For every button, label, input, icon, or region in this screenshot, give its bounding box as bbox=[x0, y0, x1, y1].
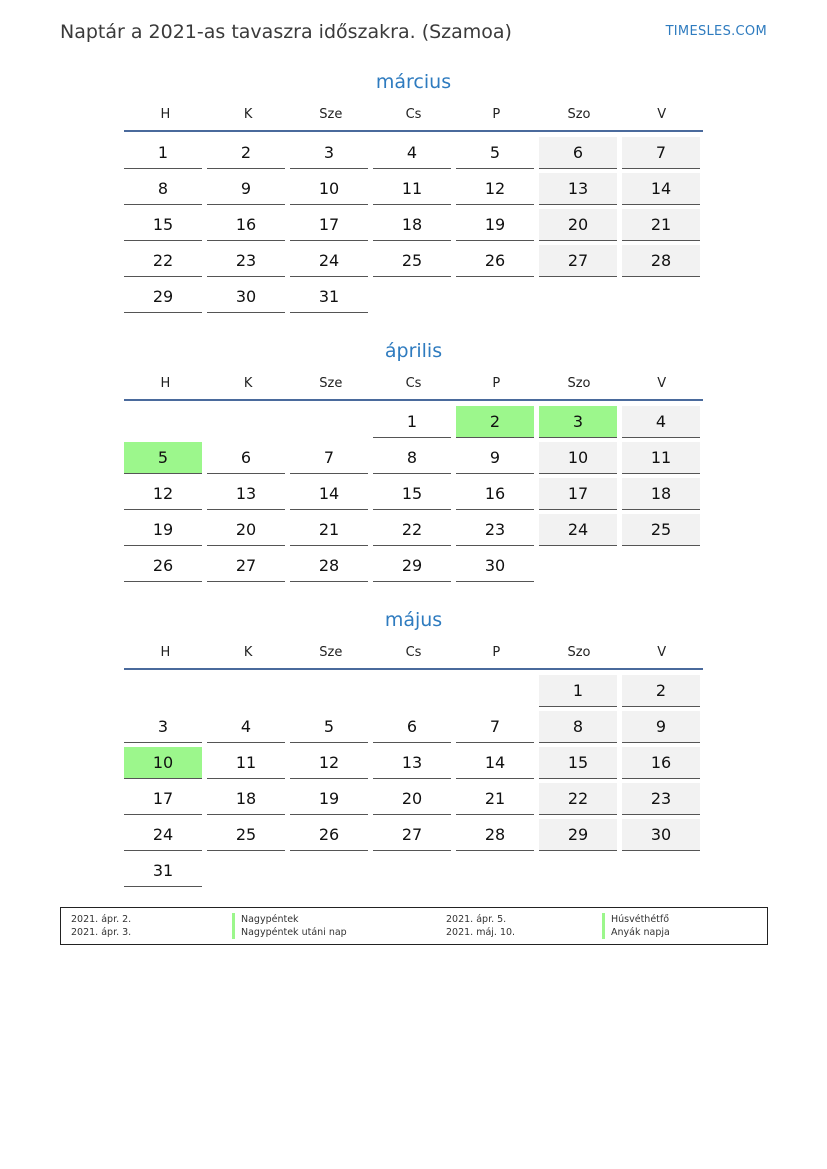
legend-date: 2021. máj. 10. bbox=[446, 927, 516, 938]
page-title: Naptár a 2021-as tavaszra időszakra. (Szamoa) bbox=[60, 21, 512, 43]
empty-day bbox=[539, 550, 617, 581]
weekday-header bbox=[124, 375, 703, 401]
legend-label: Nagypéntek utáni nap bbox=[232, 926, 347, 939]
day-cell: 31 bbox=[290, 281, 368, 313]
day-grid bbox=[124, 136, 703, 316]
weekday-label: Szo bbox=[567, 645, 591, 660]
day-cell: 23 bbox=[456, 514, 534, 546]
legend-label: Húsvéthétfő bbox=[602, 913, 669, 926]
week-row bbox=[124, 405, 703, 441]
weekday-label: H bbox=[160, 107, 171, 122]
day-cell: 19 bbox=[456, 209, 534, 241]
day-cell: 2 bbox=[207, 137, 285, 169]
day-cell: 11 bbox=[373, 173, 451, 205]
week-row bbox=[124, 208, 703, 244]
weekday-label: H bbox=[160, 645, 171, 660]
month-calendar bbox=[124, 608, 703, 890]
holiday-legend bbox=[60, 907, 768, 945]
weekday-label: P bbox=[492, 107, 501, 122]
day-cell: 10 bbox=[539, 442, 617, 474]
day-cell: 1 bbox=[124, 137, 202, 169]
week-row bbox=[124, 441, 703, 477]
day-cell: 17 bbox=[539, 478, 617, 510]
empty-day bbox=[456, 675, 534, 706]
legend-label: Nagypéntek bbox=[232, 913, 299, 926]
weekday-label: P bbox=[492, 376, 501, 391]
day-cell: 15 bbox=[539, 747, 617, 779]
day-cell: 26 bbox=[456, 245, 534, 277]
day-cell: 14 bbox=[622, 173, 700, 205]
day-cell: 7 bbox=[456, 711, 534, 743]
day-cell: 17 bbox=[290, 209, 368, 241]
weekday-label: P bbox=[492, 645, 501, 660]
day-cell: 27 bbox=[539, 245, 617, 277]
day-cell: 20 bbox=[539, 209, 617, 241]
day-cell: 15 bbox=[124, 209, 202, 241]
weekday-label: V bbox=[657, 376, 667, 391]
month-calendar bbox=[124, 339, 703, 585]
day-cell: 18 bbox=[622, 478, 700, 510]
day-cell: 24 bbox=[539, 514, 617, 546]
site-link[interactable]: TIMESLES.COM bbox=[665, 24, 767, 39]
day-cell: 12 bbox=[456, 173, 534, 205]
day-cell: 2 bbox=[622, 675, 700, 707]
day-cell: 24 bbox=[124, 819, 202, 851]
day-cell: 9 bbox=[456, 442, 534, 474]
day-cell: 19 bbox=[124, 514, 202, 546]
day-cell: 5 bbox=[124, 442, 202, 474]
day-cell: 30 bbox=[456, 550, 534, 582]
week-row bbox=[124, 854, 703, 890]
day-cell: 13 bbox=[373, 747, 451, 779]
month-name: március bbox=[375, 71, 452, 93]
month-name: április bbox=[384, 340, 443, 362]
day-cell: 29 bbox=[539, 819, 617, 851]
legend-label: Anyák napja bbox=[602, 926, 670, 939]
day-cell: 9 bbox=[622, 711, 700, 743]
weekday-label: Sze bbox=[319, 376, 343, 391]
weekday-label: V bbox=[657, 107, 667, 122]
day-cell: 22 bbox=[539, 783, 617, 815]
day-cell: 15 bbox=[373, 478, 451, 510]
week-row bbox=[124, 549, 703, 585]
weekday-label: K bbox=[243, 645, 253, 660]
day-cell: 7 bbox=[622, 137, 700, 169]
day-cell: 20 bbox=[207, 514, 285, 546]
week-row bbox=[124, 280, 703, 316]
day-cell: 28 bbox=[456, 819, 534, 851]
empty-day bbox=[207, 406, 285, 437]
empty-day bbox=[207, 855, 285, 886]
empty-day bbox=[124, 675, 202, 706]
week-row bbox=[124, 244, 703, 280]
day-cell: 4 bbox=[207, 711, 285, 743]
day-cell: 26 bbox=[290, 819, 368, 851]
week-row bbox=[124, 477, 703, 513]
day-cell: 10 bbox=[290, 173, 368, 205]
week-row bbox=[124, 818, 703, 854]
empty-day bbox=[373, 675, 451, 706]
day-cell: 6 bbox=[373, 711, 451, 743]
day-cell: 4 bbox=[622, 406, 700, 438]
day-cell: 29 bbox=[373, 550, 451, 582]
weekday-label: Szo bbox=[567, 107, 591, 122]
weekday-label: Sze bbox=[319, 107, 343, 122]
week-row bbox=[124, 513, 703, 549]
legend-date: 2021. ápr. 5. bbox=[446, 914, 507, 925]
day-cell: 8 bbox=[539, 711, 617, 743]
day-cell: 16 bbox=[207, 209, 285, 241]
empty-day bbox=[373, 281, 451, 312]
weekday-label: Cs bbox=[405, 376, 422, 391]
empty-day bbox=[622, 550, 700, 581]
day-cell: 16 bbox=[622, 747, 700, 779]
empty-day bbox=[456, 281, 534, 312]
day-grid bbox=[124, 405, 703, 585]
day-cell: 7 bbox=[290, 442, 368, 474]
day-cell: 16 bbox=[456, 478, 534, 510]
month-calendar bbox=[124, 70, 703, 316]
weekday-label: Cs bbox=[405, 107, 422, 122]
day-cell: 25 bbox=[373, 245, 451, 277]
day-cell: 3 bbox=[124, 711, 202, 743]
month-name: május bbox=[384, 609, 443, 631]
week-row bbox=[124, 172, 703, 208]
day-cell: 10 bbox=[124, 747, 202, 779]
day-cell: 5 bbox=[290, 711, 368, 743]
day-cell: 25 bbox=[207, 819, 285, 851]
day-cell: 3 bbox=[539, 406, 617, 438]
day-cell: 28 bbox=[622, 245, 700, 277]
legend-date: 2021. ápr. 3. bbox=[71, 927, 132, 938]
day-cell: 23 bbox=[207, 245, 285, 277]
day-cell: 26 bbox=[124, 550, 202, 582]
day-cell: 28 bbox=[290, 550, 368, 582]
weekday-header bbox=[124, 106, 703, 132]
day-cell: 2 bbox=[456, 406, 534, 438]
day-cell: 21 bbox=[456, 783, 534, 815]
day-cell: 22 bbox=[373, 514, 451, 546]
week-row bbox=[124, 674, 703, 710]
day-cell: 22 bbox=[124, 245, 202, 277]
empty-day bbox=[539, 281, 617, 312]
weekday-header bbox=[124, 644, 703, 670]
week-row bbox=[124, 782, 703, 818]
weekday-label: Sze bbox=[319, 645, 343, 660]
day-cell: 27 bbox=[373, 819, 451, 851]
day-cell: 30 bbox=[207, 281, 285, 313]
day-cell: 1 bbox=[539, 675, 617, 707]
day-cell: 4 bbox=[373, 137, 451, 169]
week-row bbox=[124, 136, 703, 172]
day-cell: 14 bbox=[456, 747, 534, 779]
day-cell: 14 bbox=[290, 478, 368, 510]
day-cell: 27 bbox=[207, 550, 285, 582]
day-cell: 12 bbox=[290, 747, 368, 779]
day-cell: 13 bbox=[539, 173, 617, 205]
day-cell: 18 bbox=[373, 209, 451, 241]
empty-day bbox=[456, 855, 534, 886]
weekday-label: Szo bbox=[567, 376, 591, 391]
empty-day bbox=[622, 855, 700, 886]
day-cell: 19 bbox=[290, 783, 368, 815]
weekday-label: Cs bbox=[405, 645, 422, 660]
day-cell: 17 bbox=[124, 783, 202, 815]
day-cell: 29 bbox=[124, 281, 202, 313]
day-cell: 5 bbox=[456, 137, 534, 169]
week-row bbox=[124, 710, 703, 746]
day-cell: 21 bbox=[622, 209, 700, 241]
empty-day bbox=[290, 406, 368, 437]
empty-day bbox=[622, 281, 700, 312]
day-cell: 18 bbox=[207, 783, 285, 815]
day-cell: 8 bbox=[373, 442, 451, 474]
legend-date: 2021. ápr. 2. bbox=[71, 914, 132, 925]
empty-day bbox=[124, 406, 202, 437]
day-cell: 25 bbox=[622, 514, 700, 546]
day-cell: 6 bbox=[207, 442, 285, 474]
day-cell: 1 bbox=[373, 406, 451, 438]
day-cell: 24 bbox=[290, 245, 368, 277]
empty-day bbox=[290, 855, 368, 886]
day-cell: 21 bbox=[290, 514, 368, 546]
day-cell: 30 bbox=[622, 819, 700, 851]
weekday-label: K bbox=[243, 107, 253, 122]
weekday-label: V bbox=[657, 645, 667, 660]
week-row bbox=[124, 746, 703, 782]
day-cell: 20 bbox=[373, 783, 451, 815]
day-cell: 31 bbox=[124, 855, 202, 887]
weekday-label: H bbox=[160, 376, 171, 391]
empty-day bbox=[539, 855, 617, 886]
day-grid bbox=[124, 674, 703, 890]
day-cell: 9 bbox=[207, 173, 285, 205]
day-cell: 12 bbox=[124, 478, 202, 510]
day-cell: 13 bbox=[207, 478, 285, 510]
day-cell: 6 bbox=[539, 137, 617, 169]
empty-day bbox=[207, 675, 285, 706]
day-cell: 11 bbox=[622, 442, 700, 474]
empty-day bbox=[290, 675, 368, 706]
day-cell: 3 bbox=[290, 137, 368, 169]
day-cell: 11 bbox=[207, 747, 285, 779]
weekday-label: K bbox=[243, 376, 253, 391]
day-cell: 8 bbox=[124, 173, 202, 205]
empty-day bbox=[373, 855, 451, 886]
day-cell: 23 bbox=[622, 783, 700, 815]
